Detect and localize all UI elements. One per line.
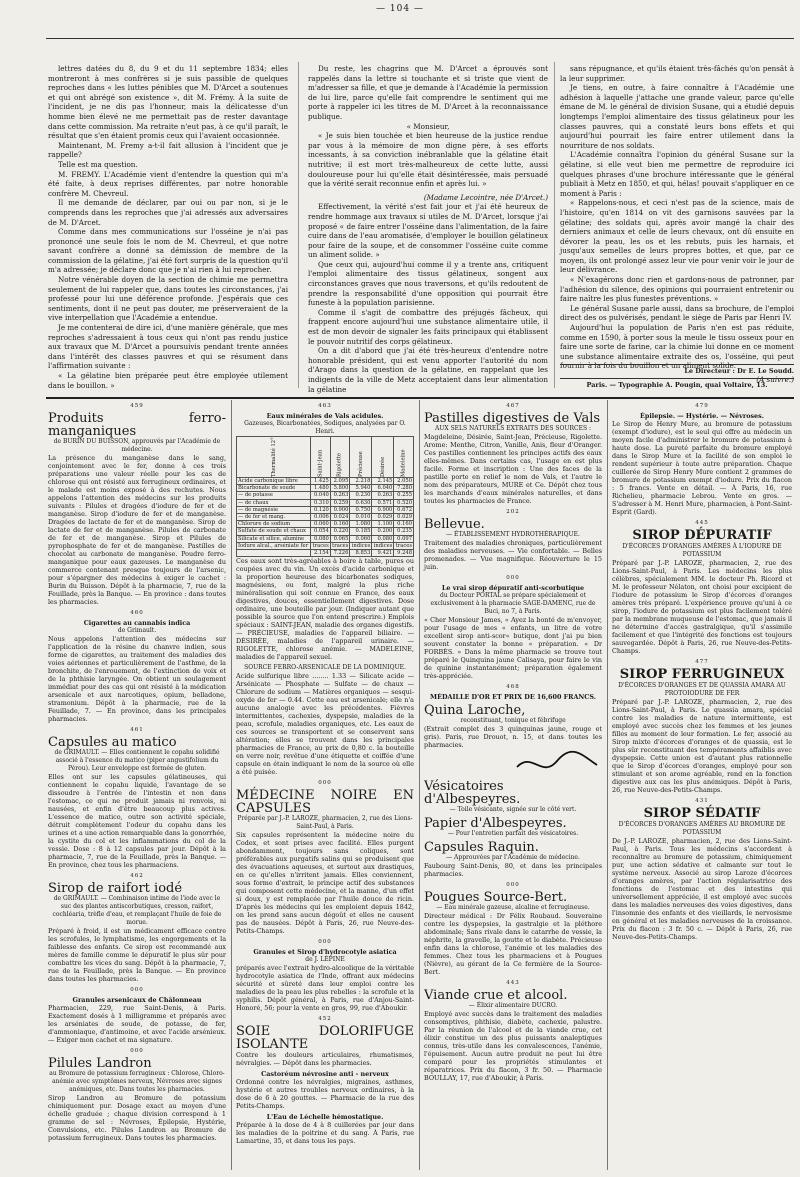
ad-title: L'Eau de Léchelle hémostatique. [266,1113,384,1122]
ad-number: 467 [506,403,520,409]
table-cell: 1.425 [311,478,331,485]
ad-number: 000 [130,987,144,993]
ad-body: La présence du manganèse dans le sang, conjointement avec le fer, donne à ces trois préparations une valeur réelle pour les cas de chlorose qui ont résisté aux ferrugineux ordinaires, et le malade est moins exposé à des rechutes. Nous appelons l'attention des médecins sur les produits suivants : Pilules et dragées d'iodure de fer et de manganèse. Sirop d'iodure de fer et de manganèse. Dragées de lactate de fer et de manganèse. Sirop de lactate de fer et de manganèse. Pilules de carbonate de fer et de manganèse. Sirop et Pilules de pyrophosphate de fer et de manganèse. Pastilles de chocolat au carbonate de manganèse. Poudre ferro-manganique pour eaux gazeuses. Le manganèse du commerce contenant presque toujours de l'arsenic, pour s'épargner des médecins à exiger le cachet : Burin du Buisson. Dépôt à la pharmacie, 7, rue de la Feuillade, près la Banque. — En province : dans toutes les pharmacies. [48,454,226,606]
ad-number: 461 [130,727,144,733]
advertisement [48,609,226,723]
ad-body: Six capsules représentent la médecine noire du Codex, et sont prises avec facilité. Elles purgent abondamment, toujours sans coliques, sont préférables aux purgatifs salins qui se produisent que des évacuations aqueuses, et surtout aux drastiques, en ce qu'elles n'irritent jamais. Elles conviennent, sous forme d'extrait, le principe actif des substances qui composent cette médecine, et la manne, d'un effet si doux, y est remplacée par l'huile douce de ricin. D'après les médecins qui les emploient depuis 1842, on les prend sans aucun dégoût et elles ne causent pas de nausées. Dépôt à Paris, 26, rue Neuve-des-Petits-Champs. [236,831,414,936]
advertisement [424,881,602,976]
ad-subtitle: de GRIMAULT. — Elles contiennent le copahu solidifié associé à l'essence du matico (piper angustifolium du Pérou). Leur enveloppe est formée de gluten. [54,749,220,772]
table-cell: traces [332,542,349,549]
ad-number: 443 [506,980,520,986]
imprint [560,364,794,390]
table-row [237,485,414,492]
ads-column-1 [48,400,226,1170]
article-paragraph: L'Académie connaîtra l'opinion du général Susane sur la gélatine, si elle veut bien me permettre de reproduire ici quelques phrases d'une brochure intéressante que le général publiait à Metz en 1850, et qui, hélas! pouvait s'appliquer en ce moment à Paris : [560,150,794,198]
table-row [237,492,414,499]
table-cell: 0.060 [311,521,331,528]
ad-body: (Extrait complet des 3 quinquinas jaune, rouge et gris). Paris, rue Drouot, n. 15, et dans toutes les pharmacies. [424,725,602,749]
ad-subtitle: de Grimault. [117,627,157,634]
article-paragraph: sans répugnance, et qu'ils étaient très-fâchés qu'on pensât à la leur supprimer. [560,64,794,83]
article-paragraph: (Madame Lecointre, née D'Arcet.) [423,192,548,202]
table-cell: 0.060 [350,535,372,542]
advertisement [612,519,792,655]
advertisement [612,658,792,794]
ad-title: Castoréum névrosine anti - nerveux [261,1070,389,1079]
table-cell: 1.100 [372,521,394,528]
table-row [237,506,414,513]
column-rule [419,400,420,1170]
table-cell: 5.800 [330,485,350,492]
table-cell: — de magnésie [237,506,311,513]
column-rule [554,62,555,388]
article-paragraph: Je me contenterai de dire ici, d'une manière générale, que mes reproches s'adressaient à tous ceux qui n'ont pas rendu justice aux travaux que M. D'Arcet a poursuivis pendant trente années dans l'intérêt des classes pauvres et qui se résument dans l'affirmation suivante : [48,323,288,371]
article-paragraph: Le général Susane parle aussi, dans sa brochure, de l'emploi direct des os pulvérisés, pendant le siège de Paris par Henri IV. [560,303,794,323]
advertisement [48,402,226,606]
article-paragraph: « Rappelons-nous, et ceci n'est pas de la science, mais de l'histoire, qu'en 1814 on vit des garnisons sauvées par la gélatine; des soldats qui, après avoir mangé la chair des derniers animaux et celle de leurs chevaux, ont dû ensuite en dévorer la peau, les os et les rebuts, puis les harnais, et jusqu'aux semelles de leurs propres bottes, et que, par ce moyen, ils ont prolongé assez leur vie pour venir voir le jour de leur délivrance. [560,198,794,275]
analysis-table [236,436,414,557]
ad-subtitle: — Eau minérale gazeuse, alcaline et ferrugineuse. [436,904,590,911]
ad-body: Traitement des maladies chroniques, particulièrement des maladies nerveuses. — Vie confortable. — Belles promenades. — Vue magnifique. Réouverture le 15 juin. [424,539,602,571]
table-header-cell: Madeleine [394,437,414,478]
article-paragraph: Comme il s'agit de combattre des préjugés fâcheux, qui frappent encore aujourd'hui une substance alimentaire utile, il est de mon devoir de signaler les faits principaux qui établissent le pouvoir nutritif des corps gélatineux. [308,307,548,346]
column-rule [607,400,608,1170]
ad-title: Granules arsenicaux de Châlonneau [72,996,202,1004]
ad-title: Bellevue. [424,517,485,532]
advertisement [424,402,602,505]
table-cell: 0.310 [311,499,331,506]
ad-subtitle: D'ÉCORCES D'ORANGES AMÈRES À L'IODURE DE POTASSIUM [622,543,782,558]
ad-subtitle: Préparée par J.-P. LAROZE, pharmacien, 2, rue des Lions-Saint-Paul, à Paris. [237,815,413,831]
printer-line: Paris. — Typographie A. Pougin, quai Voltaire, 13. [560,378,794,390]
page-number: — 104 — [376,4,424,14]
article-paragraph: Il me demande de déclarer, par oui ou par non, si je le comprends dans les reproches que j'ai adressés aux adversaires de M. D'Arcet. [48,198,288,227]
ad-body: Nous appelons l'attention des médecins sur l'application de la résine du chanvre indien, sous forme de cigarettes, au traitement des maladies des voies aériennes et particulièrement de l'asthme, de la bronchite, de l'enrouement, de l'extinction de voix et de la phthisie laryngée. On obtient un soulagement immédiat pour des cas qui ont résisté à la médication arsenicale et aux narcotiques, opium, belladone, stramonium. Dépôt à la pharmacie, rue de la Feuillade, 7. — En province, dans les principales pharmacies. [48,635,226,723]
table-cell: 1.080 [350,521,372,528]
article-paragraph: « N'exagérons donc rien et gardons-nous de patronner, par l'adhésion du silence, des opinions qui pourraient entretenir ou faire naître les plus funestes préventions. » [560,275,794,304]
table-cell: 2.218 [350,478,372,485]
ad-number: 479 [695,403,709,409]
table-cell: 0.220 [330,528,350,535]
ad-number: 452 [318,1016,332,1023]
ad-title: Granules et Sirop d'hydrocotyle asiatica [253,948,397,957]
director-line: Le Directeur : Dr E. Le Soudd. [560,364,794,376]
table-header-cell: Thermalité 12° [237,437,311,478]
ad-title: Cigarettes au cannabis indica [83,619,191,627]
article-paragraph: Effectivement, la vérité s'est fait jour et j'ai été heureux de rendre hommage aux travaux si utiles de M. D'Arcet, lorsque j'ai proposé « de faire entrer l'osséine dans l'alimentation, de la faire cuire dans de l'eau aromatisée, d'employer le bouillon gélatineux pour faire de la soupe, et de consommer l'osséine cuite comme un aliment solide. » [308,202,548,260]
table-cell: Bicarbonate de soude [237,485,311,492]
table-cell: 6.040 [372,485,394,492]
table-cell: 0.235 [394,528,414,535]
article-column-1 [48,64,288,390]
table-cell: traces [395,542,412,549]
table-total-cell: 7.226 [330,550,350,557]
article-column-2 [308,64,548,394]
table-total-cell: 2.154 [311,550,331,557]
table-cell: — de chaux [237,499,311,506]
advertisement [424,574,602,680]
ad-number: 477 [695,659,709,665]
table-total-cell: 9.248 [394,550,414,557]
ad-number: 460 [130,610,144,616]
ad-number: 431 [695,798,709,804]
table-cell: 0.006 [311,514,331,521]
table-cell: 2.145 [372,478,394,485]
advertisement [236,1015,414,1067]
article-paragraph: « Je suis bien touchée et bien heureuse de la justice rendue par vous à la mémoire de mon digne père, à ses efforts incessants, à sa conviction inébranlable que la gélatine était nutritive; il est mort très-malheureux de cette lutte, aussi douloureuse pour lui qu'elle était désintéressée, mais persuadé que la vérité serait reconnue enfin et après lui. » [308,131,548,189]
ad-subtitle: Gazeuses, Bicarbonatées, Sodiques, analysées par O. Henri. [244,420,406,435]
ad-title: Produits ferro-manganiques [48,411,226,439]
table-cell: Acide carbonique libre [237,478,311,485]
advertisement [48,872,226,983]
article-paragraph: Que ceux qui, aujourd'hui comme il y a trente ans, critiquent l'emploi alimentaire des tissus gélatineux, songent aux circonstances graves que nous traversons, et qu'ils redoutent de prendre la responsabilité d'une opposition qui pourrait être funeste à la population parisienne. [308,259,548,308]
ads-column-2 [236,400,414,1170]
ad-title: Pastilles digestives de Vals [424,411,601,426]
article-paragraph: Du reste, les chagrins que M. D'Arcet a éprouvés sont rappelés dans la lettre si touchante et si triste que vient de m'adresser sa fille, et que je demande à l'Académie la permission de lui lire, parce qu'elle fait comprendre le sentiment qui me porte à rappeler ici les titres de M. D'Arcet à la reconnaissance publique. [308,64,548,121]
ad-subtitle: au Bromure de potassium ferrugineux : Chlorose, Chloro-anémie avec symptômes nerveux, Névroses avec signes anémiques, etc. Dans toutes les pharmacies. [49,1070,225,1093]
ad-title: Épilepsie. — Hystérie. — Névroses. [640,412,764,420]
ad-number: 459 [130,403,144,409]
ad-subtitle: de GRIMAULT. — Combinaison intime de l'iode avec le suc des plantes antiscorbutiques, cresson, raifort, cochléaria, trèfle d'eau, et remplaçant l'huile de foie de morue. [52,895,222,926]
ad-body: Le Sirop de Henry Mure, au bromure de potassium (exempt d'iodure), est le seul qui offre au médecin un moyen facile d'administrer le bromure de potassium à haute dose. La pureté parfaite du bromure employé dans le Sirop Mure et la facilité de son emploi le rendent supérieur à toute autre préparation. Chaque cuillerée de Sirop Henry Mure contient 2 grammes de bromure de potassium exempt d'iodure. Prix du flacon : 5 francs. Vente en détail. — À Paris, 16, rue Richelieu, pharmacie Lebrou. Vente en gros. — S'adresser à M. Henri Mure, pharmacien, à Pont-Saint-Esprit (Gard). [612,420,792,516]
article-paragraph: Maintenant, M. Fremy a-t-il fait allusion à l'incident que je rappelle? [48,140,288,160]
article-paragraph: Je tiens, en outre, à faire connaître à l'Académie une adhésion à laquelle j'attache une grande valeur, parce qu'elle émane de M. le général de division Susane, qui a étudié depuis longtemps l'emploi alimentaire des tissus gélatineux pour les classes pauvres, qui a constaté leurs bons effets et qui aujourd'hui pourrait les faire entrer utilement dans la nourriture de nos soldats. [560,83,794,150]
ad-number: 000 [130,1048,144,1054]
signature-image [424,749,602,777]
advertisement [48,986,226,1044]
article-paragraph: Telle est ma question. [58,159,138,169]
ad-title: Eaux minérales de Vals acidules. [266,412,384,420]
advertisement [424,817,602,838]
table-cell: 0.120 [311,506,331,513]
ad-number: 000 [318,939,332,946]
table-cell: 0.024 [330,514,350,521]
table-cell: 0.520 [394,499,414,506]
ad-title: MÉDAILLE D'OR ET PRIX DE 16,600 FRANCS. [430,693,596,701]
table-row [237,499,414,506]
ad-title: Viande crue et alcool. [424,988,568,1003]
advertisement [424,841,602,878]
ad-body: Ces eaux sont très-agréables à boire à table, pures ou coupées avec du vin. Un excès d'acide carbonique et la proportion heureuse des bicarbonates sodiques, magnésiens, ou font, malgré la plus riche minéralisation qui soit connue en France, des eaux digestives, douces, essentiellement digestives. Dose ordinaire, une bouteille par jour. (Indiquer autant que possible la source que l'on entend prescrire.) Emplois spéciaux : SAINT-JEAN, maladie des organes digestifs. — PRÉCIEUSE, maladies de l'appareil biliaire. — DÉSIRÉE, maladies de l'appareil urinaire. — RIGOLETTE, chlorose anémie. — MADELEINE, maladies de l'appareil sexuel. [236,557,414,662]
advertisement [48,1047,226,1142]
ad-number: 000 [318,780,332,787]
table-total-row [237,550,414,557]
table-cell: 0.040 [311,492,331,499]
table-cell: Silicate et silice, alumine [237,535,311,542]
advertisement [236,779,414,935]
ad-title: Capsules Raquin. [424,840,539,855]
table-cell: 0.200 [372,528,394,535]
table-cell: 2.050 [394,478,414,485]
table-cell: 0.900 [372,506,394,513]
ad-subtitle: — Élixir alimentaire DUCRO. [468,1002,558,1009]
ad-subtitle: AUX SELS NATURELS EXTRAITS DES SOURCES : [435,425,591,432]
ad-subtitle: reconstituant, tonique et fébrifuge [460,717,566,724]
advertisement [236,938,414,1012]
ad-title: Pilules Landron [48,1056,152,1071]
column-rule [298,62,299,388]
ad-body: Employé avec succès dans le traitement des maladies consomptives, phthisie, diabète, cachexie, palustre. Par la réunion de l'alcool et de la viande crue, cet élixir constitue un des plus puissants analeptiques connus, très-utile dans les convalescences, l'anémie, l'épuisement. Aucun autre produit ne peut lui être comparé pour les propriétés stimulantes et réparatrices. Prix du flacon, 3 fr. 50. — Pharmacie BOULLAY, 17, rue d'Aboukir, à Paris. [424,1010,602,1082]
table-cell: 0.263 [372,492,394,499]
ad-body: De J.-P. LAROZE, pharmacien, 2, rue des Lions-Saint-Paul, à Paris. Tous les médecins s'accordent à reconnaître au bromure de potassium, chimiquement pur, une action sédative et calmante sur tout le système nerveux. Associé au sirop Laroze d'écorces d'oranges amères, par l'action régularisatrice des fonctions de l'estomac et des intestins qui universellement appréciée, il est employé avec succès dans les maladies nerveuses des voies digestives, dans l'insomnie des enfants et des vieillards, le nervosisme en général et les maladies nerveuses de la croissance. Prix du flacon : 3 fr. 50 c. — Dépôt à Paris, 26, rue Neuve-des-Petits-Champs. [612,837,792,941]
ad-body: « Cher Monsieur James, « Ayez la bonté de m'envoyer, pour l'usage de mes « enfants, un litre de votre excellent sirop anti-scor« butique, dont j'ai pu bien souvent constater la bonne « préparation. « Dr FORBÈS. » Dans la même pharmacie se trouve tout préparé le Quinquina jaune Calisaya, pour faire le vin de quinine instantanément; préparation également très-appréciée. [424,616,602,680]
ad-title: Sirop de raifort iodé [48,881,183,896]
article-paragraph: M. FREMY. L'Académie vient d'entendre la question qui m'a été faite, à deux reprises différentes, par notre honorable confrère M. Chevreul. [48,169,288,198]
table-cell: 0.750 [350,506,372,513]
ad-number: 445 [695,520,709,526]
ad-title: Pougues Source-Bert. [424,890,568,905]
ad-number: 000 [506,882,520,888]
article-paragraph: (A suivre.) [756,375,794,384]
table-cell: Chlorure de sodium [237,521,311,528]
table-cell: 1.480 [311,485,331,492]
table-cell: 0.571 [372,499,394,506]
table-cell: 7.280 [394,485,414,492]
table-cell: indices [351,542,371,549]
article-paragraph: Notre vénérable doyen de la section de chimie me permettra seulement de lui rappeler que, dans toutes les circonstances, j'ai professé pour lui une déférence profonde. J'espérais que ces sentiments, dont il ne peut pas douter, me préserveraient de la vive interpellation que l'Académie a entendue. [48,275,288,323]
ad-body: Contre les douleurs articulaires, rhumatismes, névralgies. — Dépôt dans les pharmacies. [236,1051,414,1068]
table-header-cell: Désirée [372,437,394,478]
table-cell: — de potasse [237,492,311,499]
ad-subtitle: — Approuvées par l'Académie de médecine. [446,854,580,861]
advertisement [424,704,602,777]
ad-number: 462 [130,873,144,879]
article-paragraph: « La gélatine bien préparée peut être employée utilement dans le bouillon. » [48,371,288,390]
ad-title: Quina Laroche, [424,703,526,718]
ad-title: SIROP SÉDATIF [643,806,761,821]
advertisement [424,508,602,571]
advertisement [424,979,602,1082]
ad-subtitle: — Toile vésicante, signée sur le côté vert. [449,806,577,813]
ad-subtitle: D'ÉCORCES D'ORANGES ET DE QUASSIA AMARA AU PROTOIODURE DE FER [618,682,786,697]
table-cell: 0.255 [394,492,414,499]
ad-title: SIROP DÉPURATIF [632,528,772,543]
table-cell: 0.672 [394,506,414,513]
advertisement [48,726,226,869]
table-header-cell: Précieuse [350,437,372,478]
table-cell: Iodure alcal., arséniate fer [237,542,311,549]
ad-title: Capsules au matico [48,735,177,750]
table-total-cell: 9.421 [372,550,394,557]
advertisement [236,1070,414,1110]
table-cell: 0.900 [330,506,350,513]
ad-body: Préparé par J.-P. LAROZE, pharmacien, 2, rue des Lions-Saint-Paul, à Paris. Les médecins les plus célèbres, spécialement MM. le docteur Ph. Ricord et M. le professeur Nélaton, ont choisi pour excipient de l'iodure de potassium le Sirop d'écorces d'oranges amères très préparé. L'expérience prouve qu'uni à ce sirop, l'iodure de potassium est plus facilement toléré par la membrane muqueuse de l'estomac, que jamais il ne détermine d'accès gastralgique, qu'il s'assimile facilement et que l'intégrité des fonctions est toujours sauvegardée. Dépôt à Paris, 26, rue Neuve-des-Petits-Champs. [612,559,792,655]
header-rule [46,38,794,39]
table-cell: 0.080 [311,535,331,542]
table-cell: 0.263 [330,492,350,499]
article-paragraph: Aujourd'hui la population de Paris n'en est pas réduite, comme en 1590, à porter sous la meule le tissu osseux pour en faire une sorte de farine, car la chimie lui donne en ce moment une substance alimentaire extraite des os, l'osséine, qui peut fournir à la fois du bouillon et un aliment solide. [560,323,794,371]
ad-subtitle: du Docteur PORTAL se prépare spécialement et exclusivement à la pharmacie SAGE-DAMENC, rue de Buci, no 7, à Paris. [430,592,596,615]
table-cell: 0.259 [330,499,350,506]
advertisements-rule [46,397,794,399]
table-row [237,521,414,528]
table-cell: 2.095 [330,478,350,485]
ads-column-4 [612,400,792,1170]
ad-body: Sirop Landron au Bromure de potassium chimiquement pur. Dosage exact au moyen d'une échelle graduée ; chaque division correspond à 1 gramme de sel : Névroses, Épilepsie, Hystérie, Convulsions, etc. Pilules Landron au Bromure de potassium ferrugineux. Dans toutes les pharmacies. [48,1094,226,1142]
ad-body: Acide sulfurique libre ........ 1.33 — Silicate acide — Arsénicate — Phosphate — Sulfate — de chaux — Chlorure de sodium — Matières organiques — sesqui-oxyde de fer — 0.44. Cette eau est arsenicale; elle n'a aucune analogie avec les précédentes. Fièvres intermittentes, cachexies, dyspepsie, maladies de la peau, scrofule, maladies organiques, etc. Les eaux de ces sources se transportent et se conservent sans altération; elles se trouvent dans les principales pharmacies de France, au prix de 0,80 c. la bouteille en verre noir, revêtue d'une étiquette et coiffée d'une capsule en étain indiquant le nom de la source où elle a été puisée. [236,672,414,777]
advertisement [236,1113,414,1145]
table-cell: 0.029 [372,514,394,521]
table-cell: 0.010 [350,514,372,521]
ad-subtitle: D'ÉCORCES D'ORANGES AMÈRES AU BROMURE DE POTASSIUM [618,821,786,836]
ad-body: Préparé à froid, il est un médicament efficace contre les scrofules, le lymphatisme, les engorgements et la faiblesse des enfants. Ce sirop est recommandé aux mères de famille comme le dépuratif le plus sûr pour combattre les vices du sang. Dépôt à la pharmacie, 7, rue de la Feuillade, près la Banque. — En province dans toutes les pharmacies. [48,927,226,983]
ads-column-3 [424,400,602,1170]
advertisement [612,402,792,516]
ad-body: Préparée à la dose de 4 à 8 cuillerées par jour dans les maladies de la poitrine et du sang. À Paris, rue Lamartine, 35, et dans tous les pays. [236,1121,414,1146]
table-cell: 0.080 [372,535,394,542]
ad-title: Le vrai sirop dépuratif anti-scorbutique [441,584,585,592]
table-cell: 0.185 [350,528,372,535]
ad-number: 463 [318,403,332,409]
table-cell: 5.940 [350,485,372,492]
ad-number: 000 [506,575,520,581]
ad-subtitle: de J. LÉPINE [305,956,345,964]
advertisement [424,780,602,814]
advertisement [424,683,602,701]
table-cell: 0.630 [350,499,372,506]
table-row [237,528,414,535]
ad-body: Ordonné contre les névralgies, migraines, asthmes, hystérie et autres troubles nerveux ordinaires, à la dose de 6 à 20 gouttes. — Pharmacie de la rue des Petits-Champs. [236,1078,414,1111]
ad-subtitle: de BURIN DU BUISSON, approuvés par l'Académie de médecine. [53,438,221,453]
advertisement [236,664,414,776]
ad-body: Faubourg Saint-Denis, 80, et dans les principales pharmacies. [424,862,602,878]
table-row [237,514,414,521]
ad-title: Papier d'Albespeyres. [424,816,567,831]
table-header-cell: Rigolette [330,437,350,478]
advertisement [236,402,414,661]
ad-body: Directeur médical : Dr Félix Roubaud. Souveraine contre les dyspepsies, la gastralgie et la pléthore abdominale; Sans rivale dans le catarrhe de vessie, la néphrite, la gravelle, la goutte et le diabète. Précieuse enfin dans la chlorose, l'anémie et les maladies des femmes. Chez tous les pharmaciens et à Pougues (Nièvre), au gérant de la Ce fermière de la Source-Bert. [424,912,602,976]
article-paragraph: lettres datées du 8, du 9 et du 11 septembre 1834; elles montreront à mes confrères si je suis passible de quelques reproches dans « les luttes pénibles que M. D'Arcet a soutenues et qui ont abrégé son existence », dit M. Frémy. À la suite de l'incident, je ne dis pas l'honneur, mais la délicatesse d'un homme bien élevé ne me permettait pas de rester davantage dans cette commission. Ma retraite n'eut pas, à ce qu'il paraît, le résultat que s'en étaient promis ceux qui l'avaient occasionnée. [48,64,288,141]
column-rule [231,400,232,1170]
ad-title: Vésicatoires d'Albespeyres. [424,779,521,807]
table-cell: traces [312,542,329,549]
table-cell: 0.054 [311,528,331,535]
advertisement [612,797,792,941]
ad-number: 468 [506,684,520,690]
table-cell: 0.160 [330,521,350,528]
table-cell: Sulfate de soude et chaux [237,528,311,535]
article-paragraph: On a dit d'abord que j'ai été très-heureux d'entendre notre honorable président, qui est venu apporter l'autorité du nom d'Arago dans la question de la gélatine, en rappelant que les indigents de la ville de Metz acceptaient dans leur alimentation la gélatine [308,346,548,394]
table-cell: 0.029 [394,514,414,521]
ad-body: Pharmacien, 229, rue Saint-Denis, à Paris. Exactement dosés à 1 milligramme et préparés avec les arséniates de soude, de potasse, de fer, d'ammoniaque, d'antimoine, et avec l'acide arsénieux. — Exiger mon cachet et ma signature. [48,1004,226,1044]
ad-title: SIROP FERRUGINEUX [619,667,785,682]
table-header-cell: Saint-Jean [311,437,331,478]
table-cell: indices [373,542,393,549]
ad-title: MÉDECINE NOIRE EN CAPSULES [236,788,414,817]
ad-body: préparés avec l'extrait hydro-alcoolique de la véritable hydrocotyle asiatica de l'Inde, offrant aux médecins sécurité et sûreté dans leur emploi contre les maladies de la peau les plus rebelles : la scrofule et la syphilis. Dépôt général, à Paris, rue d'Anjou-Saint-Honoré, 56; pour la vente en gros, 99, rue d'Aboukir. [236,964,414,1013]
ad-subtitle: — ÉTABLISSEMENT HYDROTHÉRAPIQUE. [446,531,580,538]
table-cell: 0.230 [350,492,372,499]
ad-subtitle: SOURCE FERRO-ARSENICALE DE LA DOMINIQUE. [244,664,406,672]
ad-body: Elles ont sur les capsules gélatineuses, qui contiennent le copahu liquide, l'avantage de se dissoudre à l'entrée de l'intestin et non dans l'estomac, ce qui ne produit jamais ni renvois, ni nausées, et enfin d'être beaucoup plus actives. L'essence de matico, outre son activité spéciale, détruit complètement l'odeur du copahu dans les urines et a une action remarquable dans la gonorrhée, la cystite du col et les inflammations du col de la vessie. Dose : 8 à 12 capsules par jour. Dépôt à la pharmacie, 7, rue de la Feuillade, près la Banque. — En province, chez tous les pharmaciens. [48,773,226,869]
ad-body: Magdeleine, Désirée, Saint-Jean, Précieuse, Rigolette. Arome: Menthe, Citron, Vanille, Anis, fleur d'Oranger. Ces pastilles contiennent les principes actifs des eaux elles-mêmes. Dans certains cas, l'usage en est plus facile. Forme et inscription : Une des faces de la pastille porte en relief le nom de Vals, et l'autre le nom des préparateurs, MURE et Ce. Dépôt chez tous les marchands d'eaux minérales naturelles, et dans toutes les pharmacies de France. [424,433,602,505]
table-total-cell: 8.853 [350,550,372,557]
table-cell: 0.065 [330,535,350,542]
table-header-row [237,437,414,478]
ad-title: SOIE DOLORIFUGE ISOLANTE [236,1024,414,1053]
article-paragraph: Comme dans mes communications sur l'osséine je n'ai pas prononcé une seule fois le nom de M. Chevreul, et que notre savant confrère a donné sa démission de membre de la commission de la gélatine, j'ai été fort surpris de la question qu'il m'a adressée; je déclare donc que je n'ai rien à lui reprocher. [48,227,288,275]
ad-body: Préparé par J.-P. LAROZE, pharmacien, 2, rue des Lions-Saint-Paul, à Paris. Le quassia amara, spécial contre les maladies de nature intermittente, est employé avec succès chez les femmes et les jeunes filles au moment de leur formation. Le fer, associé au Sirop mixte d'écorces d'oranges et de quassia, est le plus sûr reconstituant des tempéraments affaiblis avec dyspepsie. Cette union est d'autant plus rationnelle que le Sirop d'écorces d'oranges, employé pour son stimulant et son arome agréable, rend en la fonction digestive aux cas les plus anémiques. Dépôt à Paris, 26, rue Neuve-des-Petits-Champs. [612,698,792,794]
table-cell [237,550,311,557]
table-cell: 0.160 [394,521,414,528]
ad-subtitle: — Pour l'entretien parfait des vésicatoires. [447,830,579,837]
table-cell: 0.097 [394,535,414,542]
article-paragraph: « Monsieur, [406,121,450,131]
table-row [237,542,414,549]
table-cell: — de fer et mang. [237,514,311,521]
ad-number: 202 [506,509,520,515]
table-row [237,535,414,542]
table-row [237,478,414,485]
